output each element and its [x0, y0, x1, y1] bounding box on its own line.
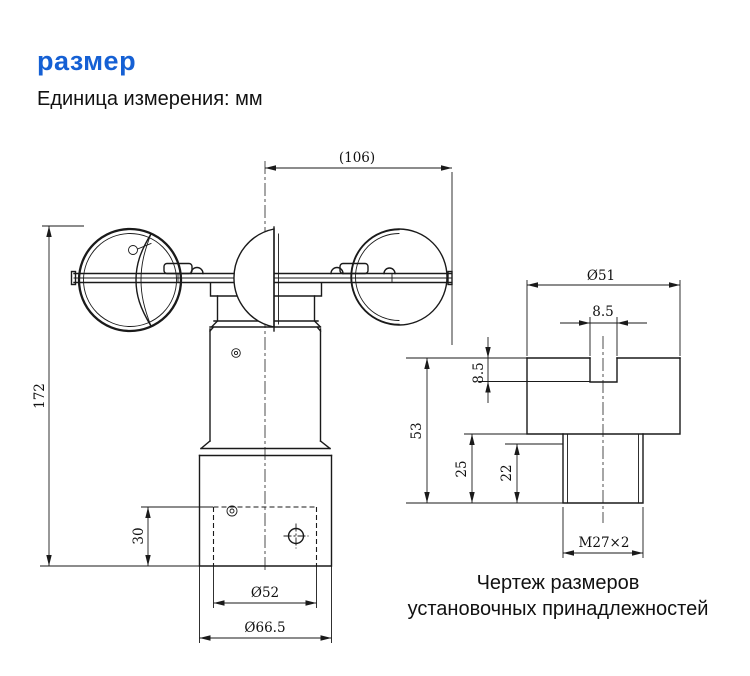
dimension-base-diameter [200, 566, 332, 643]
cup-right [351, 229, 447, 325]
dimension-slot-depth [471, 337, 590, 403]
dim-label-thread-spec: M27×2 [578, 535, 630, 551]
dim-label-overall-height: 53 [409, 422, 425, 440]
dimension-cup-span [265, 150, 452, 345]
arm-clamp-right [340, 264, 368, 274]
dim-label-bore-depth: 30 [131, 527, 147, 545]
dim-label-bore-diameter: Ø52 [250, 585, 280, 601]
dimension-thread-length [499, 444, 563, 503]
dim-label-total-height: 172 [32, 383, 48, 409]
dim-label-slot-depth: 8.5 [471, 362, 487, 384]
dim-label-slot-width: 8.5 [592, 304, 614, 320]
dim-label-cup-span: (106) [338, 150, 376, 166]
dimension-bore-depth [131, 507, 213, 566]
adapter-caption-line1: Чертеж размеров [476, 572, 640, 594]
cup-middle [234, 227, 279, 331]
adapter-block [527, 358, 680, 434]
adapter-caption-line2: установочных принадлежностей [407, 598, 709, 620]
cup-left [79, 229, 181, 331]
units-note: Единица измерения: мм [37, 88, 263, 110]
adapter-caption [383, 570, 733, 622]
sensor-body [200, 283, 332, 566]
dimension-bore-diameter [214, 566, 317, 608]
dimension-slot-width [560, 304, 647, 356]
cup-hub-screw [129, 246, 138, 255]
dimension-total-height [32, 226, 199, 566]
dim-label-outer-diameter: Ø51 [586, 268, 616, 284]
dim-label-stem-length: 25 [454, 460, 470, 478]
dim-label-thread-length: 22 [499, 464, 515, 482]
adapter-drawing [406, 268, 680, 558]
body-screw [232, 349, 241, 358]
arm-screw-dome-left [191, 268, 203, 274]
page-title: размер [37, 46, 137, 76]
adapter-slot [590, 358, 617, 382]
arm-screw-dome-right [384, 268, 395, 273]
dim-label-base-diameter: Ø66.5 [244, 620, 286, 636]
